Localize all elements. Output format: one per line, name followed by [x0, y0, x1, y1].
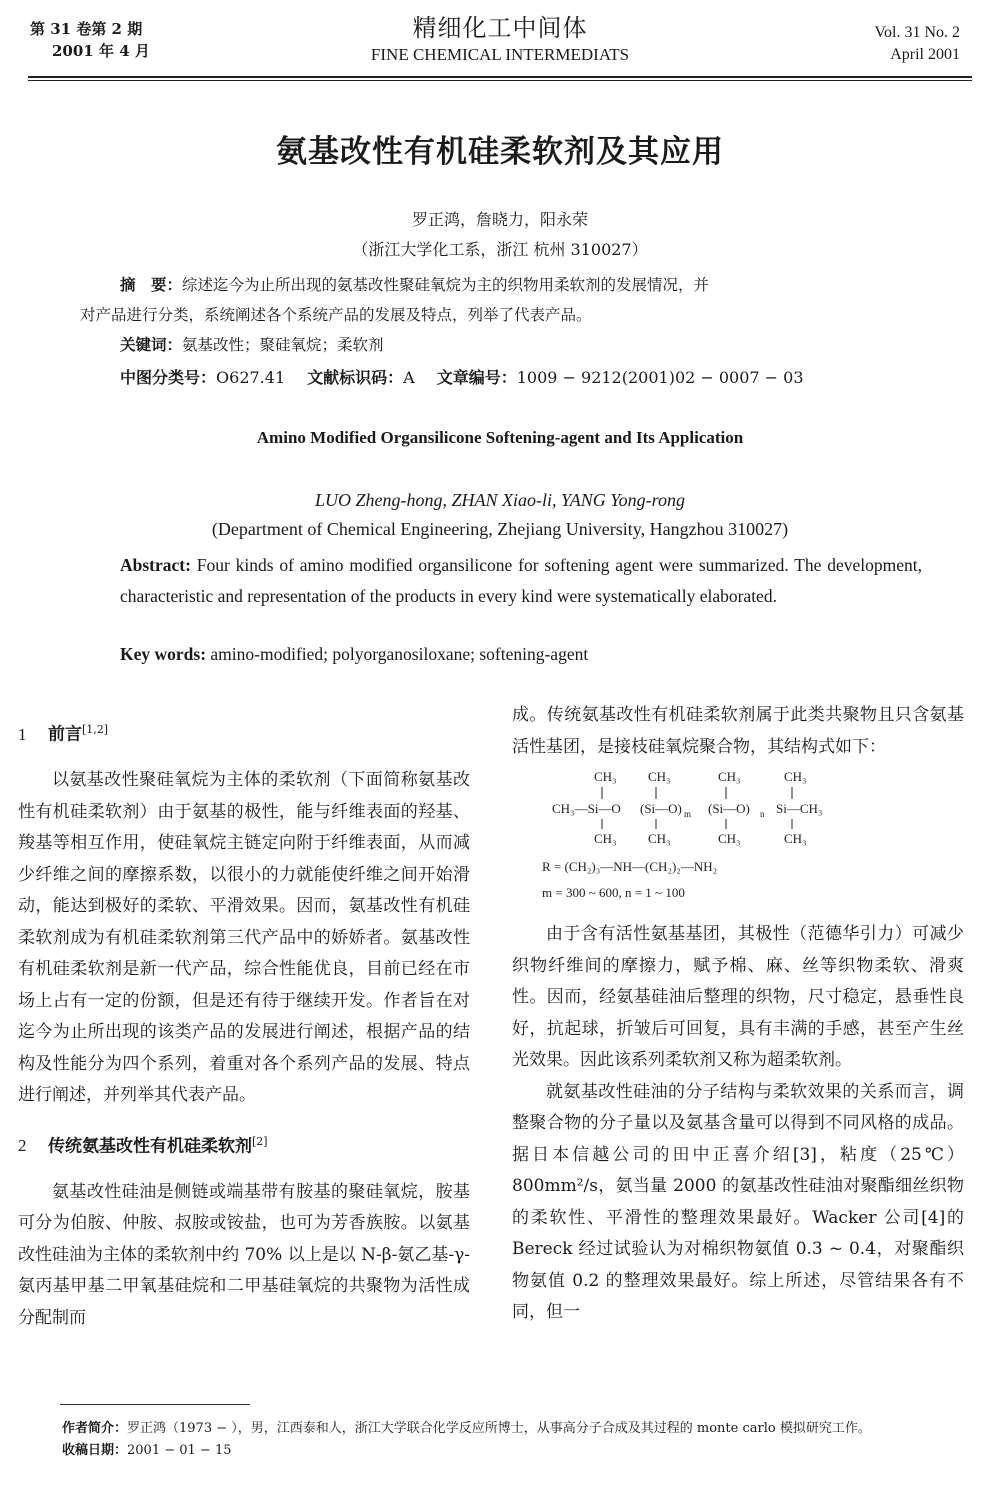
- footnote: [62, 1418, 871, 1462]
- section-1-paragraph: 以氨基改性聚硅氧烷为主体的柔软剂（下面简称氨基改性有机硅柔软剂）由于氨基的极性，能与纤维表面的羟基、羧基等相互作用，使硅氧烷主链定向附于纤维表面，从而减少纤维之间的摩擦系数，以很小的力就能使纤维之间开始滑动，能达到极好的柔软、平滑效果。因而，氨基改性有机硅柔软剂成为有机硅柔软剂第三代产品中的娇娇者。氨基改性有机硅柔软剂是新一代产品，综合性能优良，目前已经在市场上占有一定的份额，但是还有待于继续开发。作者旨在对迄今为止所出现的该类产品的发展进行阐述，根据产品的结构及性能分为四个系列，着重对各个系列产品的发展、特点进行阐述，并列举其代表产品。: [18, 770, 470, 1106]
- formula-ch3-bottom-1: CH₃: [594, 831, 617, 846]
- formula-r-group: R = ⁠(CH₂)₃—NH—(CH₂)₂—NH₂: [542, 859, 718, 874]
- paper-title-cn: 氨基改性有机硅柔软剂及其应用: [276, 134, 724, 170]
- issue-date: 2001 年 4 月: [52, 42, 150, 60]
- formula-chain-2: (Si—O): [640, 801, 682, 816]
- author-bio-text: 罗正鸿（1973 − ），男，江西泰和人，浙江大学联合化学反应所博士，从事高分子合成及其过程的 monte carlo 模拟研究工作。: [127, 1421, 871, 1436]
- abstract-label-en: Abstract:: [120, 555, 191, 575]
- section-1-ref: [1,2]: [82, 723, 109, 736]
- keywords-label-cn: 关键词：: [120, 336, 183, 354]
- clc-value: O627.41: [216, 368, 286, 387]
- formula-ch3-top-3: CH₃: [718, 769, 741, 784]
- formula-ch3-top-2: CH₃: [648, 769, 671, 784]
- formula-sub-n: n: [760, 809, 765, 819]
- formula-chain-3: (Si—O): [708, 801, 750, 816]
- formula-diagram: [512, 765, 964, 915]
- header-rule: [28, 76, 972, 78]
- abstract-line2-cn: 对产品进行分类，系统阐述各个系统产品的发展及特点，列举了代表产品。: [80, 306, 592, 324]
- article-number-value: 1009 − 9212(2001)02 − 0007 − 03: [516, 368, 804, 387]
- right-paragraph-1: 成。传统氨基改性有机硅柔软剂属于此类共聚物且只含氨基活性基团，是接枝硅氧烷聚合物，其结构式如下：: [512, 705, 964, 757]
- paper-title-en: Amino Modified Organsilicone Softening-agent and Its Application: [256, 428, 744, 447]
- formula-ch3-top-4: CH₃: [784, 769, 807, 784]
- received-date-label: 收稿日期：: [62, 1443, 128, 1458]
- section-2-number: 2: [18, 1136, 27, 1156]
- footnote-rule: [60, 1404, 250, 1405]
- abstract-line1-cn: 综述迄今为止所出现的氨基改性聚硅氧烷为主的织物用柔软剂的发展情况，并: [182, 276, 710, 294]
- right-paragraph-3: 就氨基改性硅油的分子结构与柔软效果的关系而言，调整聚合物的分子量以及氨基含量可以得到不同风格的成品。据日本信越公司的田中正喜介绍[3]，粘度（25℃）800mm²/s，氨当量 2000 的氨基改性硅油对聚酯细丝织物的柔软性、平滑性的整理效果最好。Wacker 公司[4]的 Bereck 经过试验认为对棉织物氨值 0.3 ~ 0.4，对聚酯织物氨值 0.2 的整理效果最好。综上所述，尽管结果各有不同，但一: [512, 1081, 964, 1322]
- section-2-heading: [18, 1126, 470, 1163]
- doc-code-value: A: [403, 368, 415, 387]
- received-date: 2001 − 01 − 15: [127, 1443, 232, 1458]
- keywords-label-en: Key words:: [120, 644, 207, 664]
- keywords-cn: 氨基改性；聚硅氧烷；柔软剂: [182, 336, 384, 354]
- header-rule-thin: [28, 80, 972, 81]
- affiliation-cn: （浙江大学化工系，浙江 杭州 310027）: [352, 240, 648, 259]
- right-column: [512, 700, 964, 1329]
- doc-code-label: 文献标识码：: [307, 368, 404, 387]
- issue-info-en: [875, 22, 961, 66]
- issue-volume-en: Vol. 31 No. 2: [874, 24, 960, 41]
- abstract-en: [80, 550, 922, 612]
- formula-ch3-top-1: CH₃: [594, 769, 617, 784]
- journal-name-en: FINE CHEMICAL INTERMEDIATS: [370, 45, 630, 64]
- clc-label: 中图分类号：: [120, 368, 217, 387]
- article-number-label: 文章编号：: [436, 368, 517, 387]
- author-bio-label: 作者简介：: [62, 1421, 128, 1436]
- section-2-ref: [2]: [252, 1134, 268, 1148]
- classification-line: [120, 365, 804, 388]
- formula-ch3-bottom-3: CH₃: [718, 831, 741, 846]
- issue-volume: 第 31 卷第 2 期: [30, 20, 143, 38]
- left-column: [18, 700, 470, 1334]
- right-paragraph-2: 由于含有活性氨基基团，其极性（范德华引力）可减少织物纤维间的摩擦力，赋予棉、麻、丝等织物柔软、滑爽性。因而，经氨基硅油后整理的织物，尺寸稳定，悬垂性良好，抗起球，折皱后可回复，具有丰满的手感，甚至产生丝光效果。因此该系列柔软剂又称为超柔软剂。: [512, 924, 964, 1070]
- structural-formula: [512, 765, 964, 915]
- section-2-paragraph: 氨基改性硅油是侧链或端基带有胺基的聚硅氧烷，胺基可分为伯胺、仲胺、叔胺或铵盐，也可为芳香族胺。以氨基改性硅油为主体的柔软剂中约 70% 以上是以 N-β-氨乙基-γ-氨丙基甲基二甲氧基硅烷和二甲基硅氧烷的共聚物为活性成分配制而: [18, 1181, 470, 1328]
- formula-ch3-bottom-2: CH₃: [648, 831, 671, 846]
- formula-ch3-bottom-4: CH₃: [784, 831, 807, 846]
- journal-title: [0, 12, 1000, 66]
- authors-en: LUO Zheng-hong, ZHAN Xiao-li, YANG Yong-rong: [315, 490, 685, 510]
- section-1-title: 前言: [48, 724, 82, 745]
- formula-chain-1: CH₃—Si—O: [552, 801, 621, 816]
- abstract-cn: [80, 270, 920, 360]
- journal-name-cn: 精细化工中间体: [412, 14, 588, 42]
- issue-date-en: April 2001: [890, 46, 960, 63]
- formula-ranges: m = 300 ~ 600, n = 1 ~ 100: [542, 885, 685, 900]
- section-1-heading: [18, 714, 470, 751]
- keywords-en: amino-modified; polyorganosiloxane; softening-agent: [210, 644, 589, 664]
- affiliation-en: (Department of Chemical Engineering, Zhejiang University, Hangzhou 310027): [211, 519, 789, 539]
- keywords-en-line: [120, 644, 588, 665]
- abstract-label-cn: 摘 要：: [120, 276, 183, 294]
- section-1-number: 1: [18, 724, 27, 744]
- authors-cn: 罗正鸿，詹晓力，阳永荣: [411, 210, 588, 229]
- section-2-title: 传统氨基改性有机硅柔软剂: [48, 1136, 252, 1157]
- formula-chain-4: Si—CH₃: [776, 801, 823, 816]
- abstract-text-en: Four kinds of amino modified organsilicone for softening agent were summarized. The development, characteristic and representation of the products in every kind were systematically elaborated.: [120, 555, 923, 606]
- formula-sub-m: m: [684, 809, 692, 819]
